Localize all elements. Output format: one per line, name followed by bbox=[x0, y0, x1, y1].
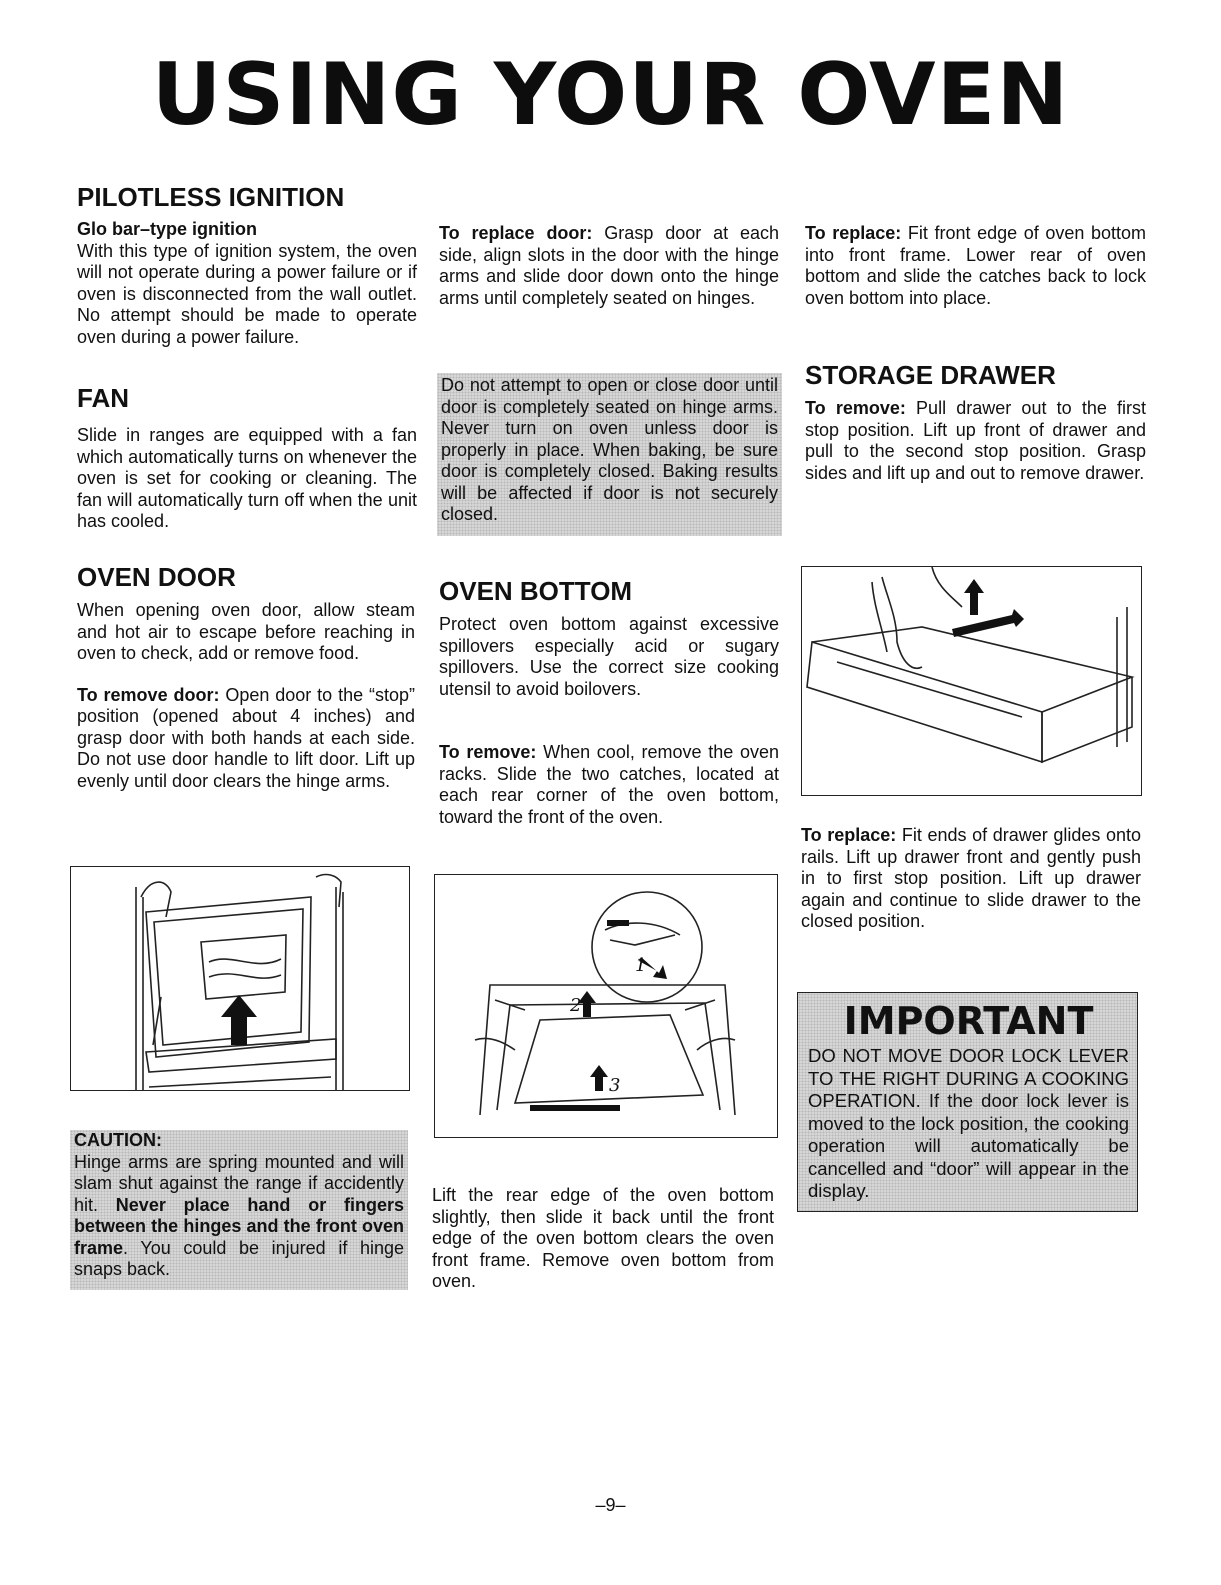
pull-arrow-icon bbox=[952, 609, 1024, 637]
lift-arrow-icon bbox=[964, 579, 984, 615]
fig-label-1: 1 bbox=[635, 955, 647, 976]
oven-bottom-remove-paragraph bbox=[439, 742, 779, 828]
door-warning-text: Do not attempt to open or close door until door is completely seated on hinge arms. Never turn on oven unless door is properly in place. When baking, be sure door is completely closed. Baking results will be affected if door is not securely closed. bbox=[441, 375, 778, 524]
fan-heading: FAN bbox=[77, 383, 129, 413]
caution-bold-text: Never place hand or fingers between the hinges and the front oven frame bbox=[74, 1194, 404, 1258]
drawer-replace-label: To replace: bbox=[801, 825, 897, 845]
oven-bottom-lift-text: Lift the rear edge of the oven bottom slightly, then slide it back until the front edge of the oven bottom clears the oven front frame. Remove oven bottom from oven. bbox=[432, 1185, 774, 1291]
front-frame-mark bbox=[530, 1105, 620, 1111]
door-removal-figure bbox=[70, 866, 410, 1091]
replace-door-paragraph bbox=[439, 223, 779, 309]
important-heading: IMPORTANT bbox=[843, 999, 1094, 1043]
drawer-illustration bbox=[802, 567, 1141, 795]
oven-bottom-figure bbox=[434, 874, 778, 1138]
drawer-remove-text: Pull drawer out to the first stop position. Lift up front of drawer and pull to the second stop position. Grasp sides and lift up and out to remove drawer. bbox=[805, 398, 1147, 483]
oven-bottom-text: Protect oven bottom against excessive spillovers especially acid or sugary spillovers. Use the correct size cooking utensil to avoid boilovers. bbox=[439, 614, 779, 699]
important-box bbox=[797, 992, 1138, 1212]
oven-bottom-illustration bbox=[435, 875, 777, 1137]
oven-bottom-remove-label: To remove: bbox=[439, 742, 537, 762]
door-warning-box bbox=[437, 373, 782, 536]
oven-door-text: When opening oven door, allow steam and hot air to escape before reaching in oven to check, add or remove food. bbox=[77, 600, 415, 663]
drawer-remove-paragraph bbox=[805, 398, 1146, 484]
caution-box bbox=[70, 1130, 408, 1290]
pilotless-subheading: Glo bar–type ignition bbox=[77, 219, 258, 239]
remove-door-paragraph bbox=[77, 685, 415, 793]
arrow-3-icon bbox=[590, 1065, 608, 1091]
caution-text-2: . You could be injured if hinge snaps back. bbox=[74, 1237, 404, 1279]
caution-text bbox=[74, 1152, 404, 1281]
caution-label: CAUTION: bbox=[74, 1130, 162, 1150]
fig-label-2: 2 bbox=[570, 995, 582, 1016]
storage-drawer-section bbox=[805, 362, 1146, 484]
remove-door-text: Open door to the “stop” position (opened about 4 inches) and grasp door with both hands at each side. Do not use door handle to lift door. Lift up evenly until door clears the hinge arms. bbox=[77, 684, 415, 791]
fan-text: Slide in ranges are equipped with a fan which automatically turns on whenever the oven is set for cooking or cleaning. The fan will automatically turn off when the unit has cooled. bbox=[77, 425, 417, 531]
pilotless-text: With this type of ignition system, the oven will not operate during a power failure or if oven is disconnected from the wall outlet. No attempt should be made to operate oven during a power failure. bbox=[77, 240, 417, 347]
pilotless-heading: PILOTLESS IGNITION bbox=[77, 182, 345, 212]
important-text: DO NOT MOVE DOOR LOCK LEVER TO THE RIGHT DURING A COOKING OPERATION. If the door lock lever is moved to the lock position, the cooking operation will automatically be cancelled and “door” will appear in the display. bbox=[808, 1045, 1129, 1201]
oven-door-section bbox=[77, 564, 415, 792]
catch-mark bbox=[607, 920, 629, 926]
remove-door-label: To remove door: bbox=[77, 684, 220, 705]
oven-bottom-section bbox=[439, 578, 779, 828]
replace-door-label: To replace door: bbox=[439, 223, 593, 243]
drawer-replace-paragraph bbox=[801, 825, 1141, 933]
oven-bottom-remove-text: When cool, remove the oven racks. Slide the two catches, located at each rear corner of the oven bottom, toward the front of the oven. bbox=[439, 742, 780, 827]
oven-bottom-heading: OVEN BOTTOM bbox=[439, 576, 633, 606]
pilotless-section bbox=[77, 184, 417, 348]
bottom-replace-text: Fit front edge of oven bottom into front frame. Lower rear of oven bottom and slide the catches back to lock oven bottom into place. bbox=[805, 223, 1146, 308]
oven-door-heading: OVEN DOOR bbox=[77, 562, 236, 592]
drawer-remove-label: To remove: bbox=[805, 398, 906, 418]
fig-label-3: 3 bbox=[609, 1075, 621, 1096]
bottom-replace-paragraph bbox=[805, 223, 1146, 309]
page-number: –9– bbox=[595, 1495, 626, 1515]
bottom-replace-label: To replace: bbox=[805, 223, 902, 243]
drawer-replace-text: Fit ends of drawer glides onto rails. Lift up drawer front and gently push in to first stop position. Lift up drawer again and continue to slide drawer to the closed position. bbox=[801, 825, 1141, 931]
door-removal-illustration bbox=[71, 867, 409, 1090]
replace-door-text: Grasp door at each side, align slots in the door with the hinge arms and slide door down onto the hinge arms until completely seated on hinges. bbox=[439, 223, 780, 308]
caution-text-1: Hinge arms are spring mounted and will slam shut against the range if accidently hit. bbox=[74, 1151, 404, 1215]
storage-drawer-heading: STORAGE DRAWER bbox=[805, 360, 1056, 390]
drawer-figure bbox=[801, 566, 1142, 796]
fan-section bbox=[77, 385, 417, 533]
page-title: USING YOUR OVEN bbox=[151, 45, 1070, 145]
